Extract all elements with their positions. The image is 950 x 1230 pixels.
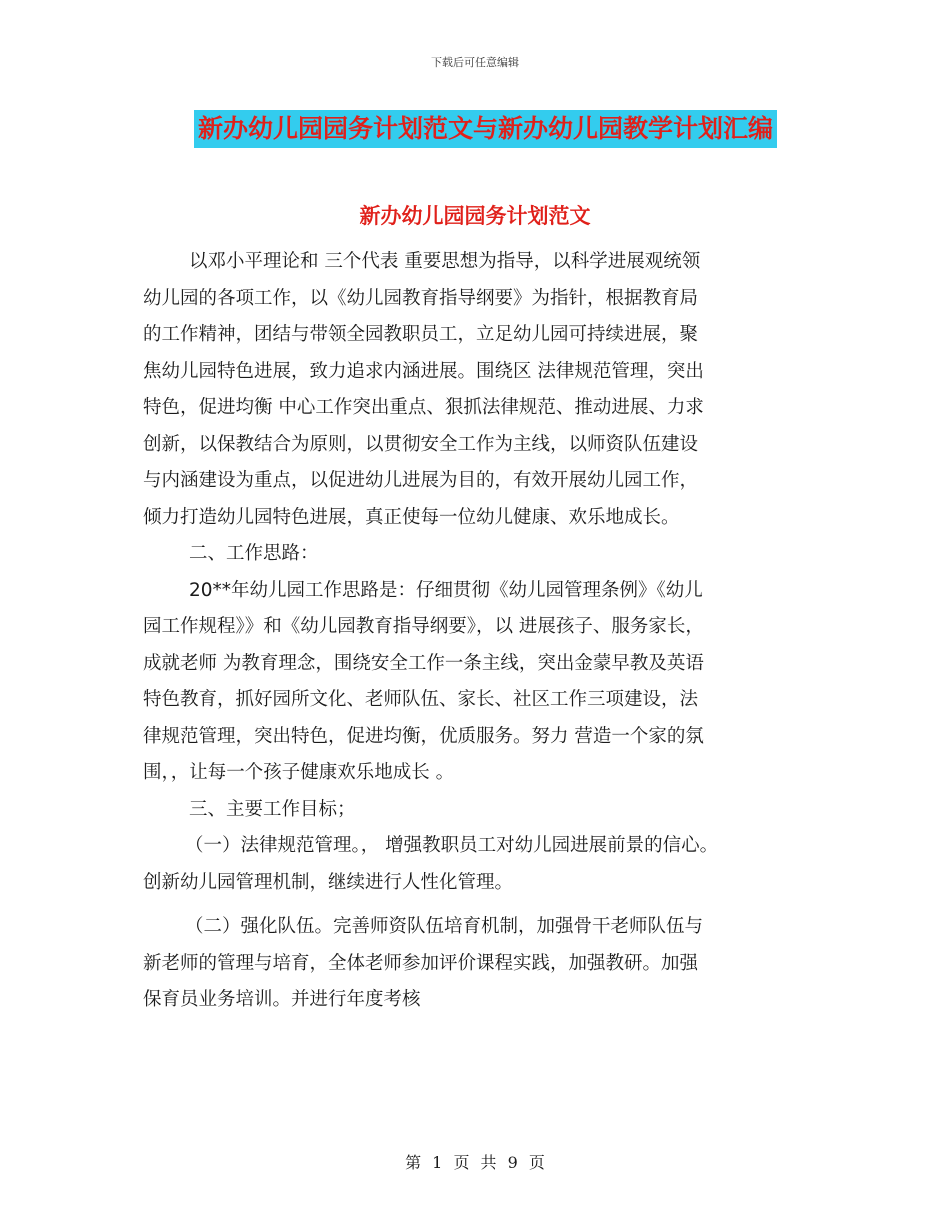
text-line: 围，，让每一个孩子健康欢乐地成长 。 bbox=[143, 762, 455, 783]
body-text bbox=[143, 244, 823, 1019]
text-line: 特色教育，抓好园所文化、老师队伍、家长、社区工作三项建设，法 bbox=[143, 689, 699, 710]
text-line: 成就老师 为教育理念，围绕安全工作一条主线，突出金蒙早教及英语 bbox=[143, 652, 704, 674]
text-line: 倾力打造幼儿园特色进展，真正使每一位幼儿健康、欢乐地成长。 bbox=[143, 506, 680, 528]
text-line: 保育员业务培训。并进行年度考核 bbox=[143, 989, 421, 1010]
text-line: 律规范管理，突出特色，促进均衡，优质服务。努力 营造一个家的氛 bbox=[143, 725, 704, 747]
text-line: 创新，以保教结合为原则，以贯彻安全工作为主线，以师资队伍建设 bbox=[143, 433, 699, 455]
text-line: 幼儿园的各项工作，以《幼儿园教育指导纲要》为指针，根据教育局 bbox=[143, 287, 699, 309]
heading-main-goals: 三、主要工作目标； bbox=[189, 798, 356, 820]
text-line: 创新幼儿园管理机制，继续进行人性化管理。 bbox=[143, 871, 514, 893]
text-line: （一）法律规范管理。， 增强教职员工对幼儿园进展前景的信心。 bbox=[185, 835, 719, 856]
paragraph-1 bbox=[143, 244, 823, 536]
document-title: 新办幼儿园园务计划范文与新办幼儿园教学计划汇编 bbox=[194, 110, 777, 148]
text-line: 焦幼儿园特色进展，致力追求内涵进展。围绕区 法律规范管理，突出 bbox=[143, 360, 704, 382]
paragraph-3 bbox=[143, 828, 823, 901]
paragraph-4 bbox=[143, 909, 823, 1019]
spacer bbox=[143, 901, 823, 909]
text-line: （二）强化队伍。完善师资队伍培育机制，加强骨干老师队伍与 bbox=[185, 916, 704, 937]
text-line: 以邓小平理论和 三个代表 重要思想为指导，以科学进展观统领 bbox=[189, 251, 701, 272]
text-line: 园工作规程》》和《幼儿园教育指导纲要》，以 进展孩子、服务家长， bbox=[143, 616, 704, 637]
text-line: 的工作精神，团结与带领全园教职员工，立足幼儿园可持续进展，聚 bbox=[143, 324, 699, 345]
header-note: 下载后可任意编辑 bbox=[431, 56, 519, 69]
text-line: 特色，促进均衡 中心工作突出重点、狠抓法律规范、推动进展、力求 bbox=[143, 397, 704, 418]
heading-work-approach: 二、工作思路： bbox=[189, 543, 319, 564]
text-line: 新老师的管理与培育，全体老师参加评价课程实践，加强教研。加强 bbox=[143, 952, 699, 974]
paragraph-2 bbox=[143, 573, 823, 792]
section-title: 新办幼儿园园务计划范文 bbox=[359, 204, 591, 228]
page-footer: 第 1 页 共 9 页 bbox=[405, 1153, 545, 1172]
text-line: 与内涵建设为重点，以促进幼儿进展为目的，有效开展幼儿园工作， bbox=[143, 470, 699, 491]
text-line: 20**年幼儿园工作思路是：仔细贯彻《幼儿园管理条例》《幼儿 bbox=[189, 579, 703, 601]
